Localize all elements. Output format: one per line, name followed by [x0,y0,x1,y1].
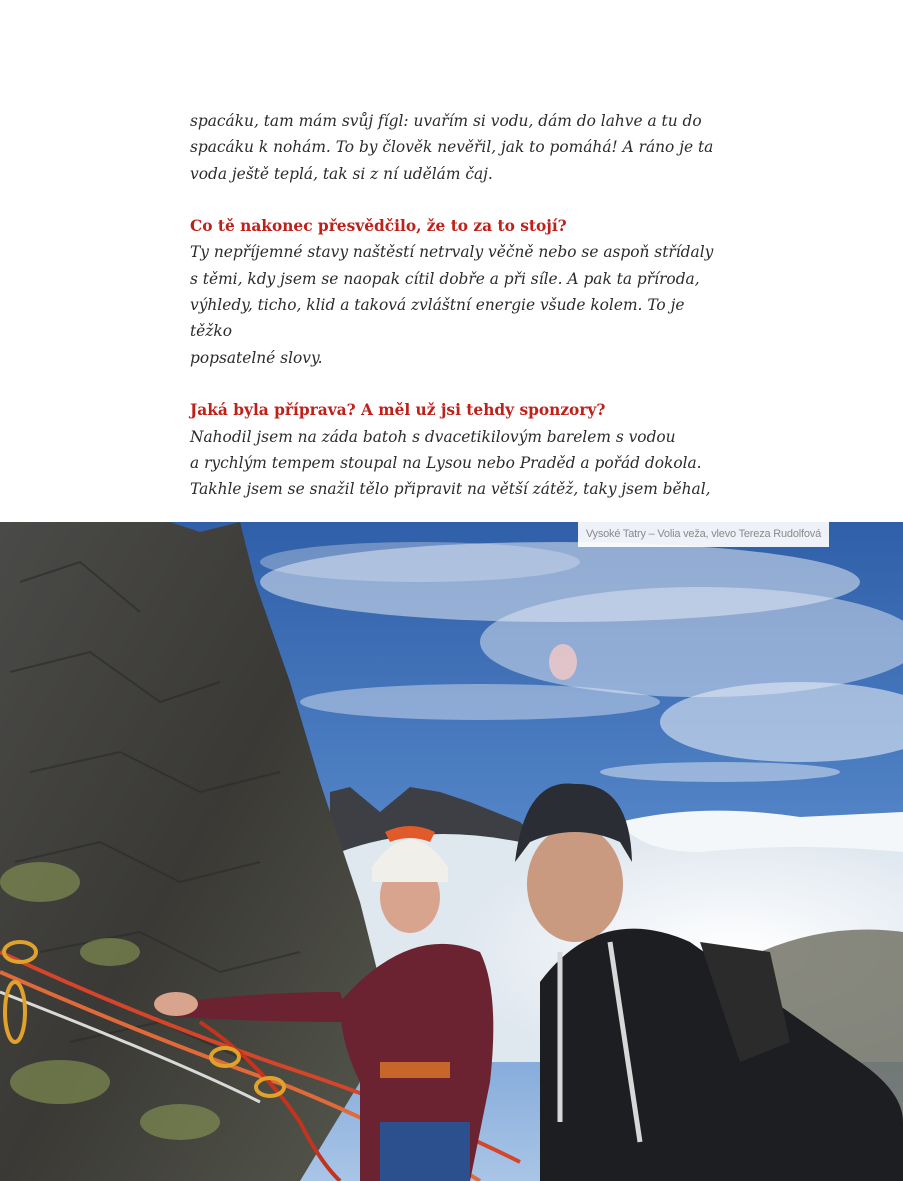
text-line: Nahodil jsem na záda batoh s dvacetikilovým barelem s vodou [190,427,676,446]
paragraph-answer [190,108,730,187]
paragraph-answer [190,424,730,503]
text-line: spacáku k nohám. To by člověk nevěřil, jak to pomáhá! A ráno je ta [190,138,714,157]
article-text [190,108,730,502]
text-line: s těmi, kdy jsem se naopak cítil dobře a při síle. A pak ta příroda, [190,269,700,288]
photo-illustration [0,522,903,1181]
text-line: voda ještě teplá, tak si z ní udělám čaj. [190,164,493,183]
text-line: spacáku, tam mám svůj fígl: uvařím si vodu, dám do lahve a tu do [190,112,702,130]
paragraph-answer [190,239,730,370]
text-line: výhledy, ticho, klid a taková zvláštní energie všude kolem. To je těžko [190,296,685,341]
interview-question: Co tě nakonec přesvědčilo, že to za to stojí? [190,217,567,236]
text-line: Takhle jsem se snažil tělo připravit na větší zátěž, taky jsem běhal, [190,480,711,499]
lens-flare [549,644,577,680]
interview-question: Jaká byla příprava? A měl už jsi tehdy sponzory? [190,401,606,420]
photo-caption: Vysoké Tatry – Volia veža, vlevo Tereza Rudolfová [578,522,829,547]
text-line: a rychlým tempem stoupal na Lysou nebo Praděd a pořád dokola. [190,453,702,472]
text-line: Ty nepříjemné stavy naštěstí netrvaly věčně nebo se aspoň střídaly [190,243,714,262]
text-line: popsatelné slovy. [190,348,323,367]
climbing-photo [0,522,903,1181]
